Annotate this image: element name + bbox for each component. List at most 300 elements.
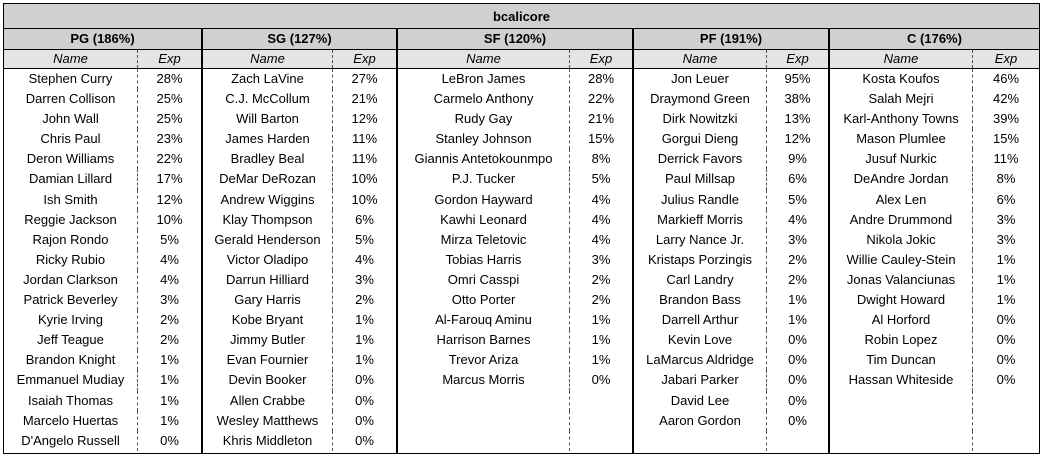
table-row [203,230,396,250]
position-header: SG (127%) [203,29,396,50]
table-row [398,310,632,330]
name-column-header: Name [203,50,333,68]
exposure-cell: 3% [160,292,179,308]
player-rows [634,69,828,453]
table-row [203,250,396,270]
player-name-cell: Trevor Ariza [398,350,570,370]
table-row [203,350,396,370]
player-name-cell: Patrick Beverley [4,290,138,310]
exposure-cell: 5% [788,191,807,207]
exposure-cell: 11% [351,151,378,167]
exp-column-header: Exp [589,51,613,66]
player-name-cell: Dirk Nowitzki [634,109,767,129]
table-row [830,230,1039,250]
exposure-cell: 6% [355,211,374,227]
position-group [203,29,398,453]
exposure-cell: 2% [591,292,611,308]
table-row [398,89,632,109]
player-name-cell: Tim Duncan [830,350,973,370]
table-row [634,169,828,189]
table-row [4,250,201,270]
exposure-cell: 2% [355,292,374,308]
exposure-cell: 0% [788,372,807,388]
exposure-cell: 0% [355,392,374,408]
player-name-cell: Jusuf Nurkic [830,149,973,169]
table-row [203,169,396,189]
exp-column-header: Exp [994,51,1018,66]
table-row [203,109,396,129]
player-name-cell: Harrison Barnes [398,330,570,350]
player-name-cell: Marcelo Huertas [4,411,138,431]
player-name-cell: Victor Oladipo [203,250,333,270]
table-row [830,391,1039,411]
name-column-header: Name [398,50,570,68]
exposure-cell [973,391,1039,411]
exposure-cell: 28% [156,71,183,86]
exposure-cell: 8% [996,171,1016,187]
player-name-cell: Dwight Howard [830,290,973,310]
table-row [830,210,1039,230]
table-row [830,69,1039,89]
player-name-cell: Draymond Green [634,89,767,109]
position-group [634,29,830,453]
table-row [4,370,201,390]
table-row [398,431,632,451]
player-rows [830,69,1039,453]
player-name-cell: Al Horford [830,310,973,330]
player-name-cell: Stephen Curry [4,69,138,89]
exp-column-header: Exp [786,51,809,66]
exposure-cell: 4% [591,191,611,207]
exposure-cell: 10% [351,191,378,207]
exposure-cell: 0% [996,372,1016,388]
player-name-cell: James Harden [203,129,333,149]
player-name-cell: Mason Plumlee [830,129,973,149]
exposure-cell: 1% [996,271,1016,287]
player-name-cell: Ish Smith [4,190,138,210]
player-name-cell: Al-Farouq Aminu [398,310,570,330]
exposure-cell: 0% [788,412,807,428]
table-row [398,169,632,189]
sheet-title: bcalicore [3,3,1040,29]
player-name-cell: Kobe Bryant [203,310,333,330]
table-row [634,190,828,210]
exposure-cell: 6% [788,171,807,187]
player-name-cell: Kawhi Leonard [398,210,570,230]
table-row [4,350,201,370]
exposure-cell: 0% [788,332,807,348]
table-row [4,69,201,89]
table-row [830,330,1039,350]
exposure-cell: 4% [160,251,179,267]
player-name-cell [830,411,973,431]
table-row [398,290,632,310]
exposure-cell: 15% [587,131,615,147]
exposure-cell: 0% [788,352,807,368]
exposure-cell: 4% [160,271,179,287]
table-row [203,210,396,230]
exposure-cell: 5% [355,231,374,247]
player-name-cell: Chris Paul [4,129,138,149]
exposure-cell: 1% [160,392,179,408]
table-row [830,370,1039,390]
name-column-header: Name [4,50,138,68]
table-row [398,230,632,250]
player-name-cell: Deron Williams [4,149,138,169]
position-header: PG (186%) [4,29,201,50]
exposure-sheet [3,3,1040,454]
table-row [830,89,1039,109]
table-row [634,210,828,230]
player-name-cell: Rajon Rondo [4,230,138,250]
position-groups [3,29,1040,454]
column-header-row [203,50,396,69]
exposure-cell: 4% [591,231,611,247]
table-row [398,411,632,431]
table-row [4,270,201,290]
table-row [398,69,632,89]
player-name-cell: Jimmy Butler [203,330,333,350]
exposure-cell: 3% [996,231,1016,247]
player-name-cell: Darrell Arthur [634,310,767,330]
table-row [830,350,1039,370]
player-name-cell: Jon Leuer [634,69,767,89]
exposure-cell: 1% [788,312,807,328]
exposure-cell: 1% [996,251,1016,267]
table-row [4,411,201,431]
exp-column-header: Exp [353,51,376,66]
table-row [398,109,632,129]
table-row [203,190,396,210]
name-column-header: Name [634,50,767,68]
exposure-cell: 1% [160,352,179,368]
player-name-cell: Evan Fournier [203,350,333,370]
player-name-cell: Kevin Love [634,330,767,350]
table-row [634,69,828,89]
table-row [634,270,828,290]
table-row [203,411,396,431]
exposure-cell: 1% [160,412,179,428]
exposure-cell: 3% [996,211,1016,227]
player-name-cell: Kyrie Irving [4,310,138,330]
exposure-cell: 38% [784,91,811,107]
player-rows [398,69,632,453]
player-name-cell: Will Barton [203,109,333,129]
exposure-cell: 1% [788,292,807,308]
table-row [203,330,396,350]
exposure-cell: 11% [351,131,378,147]
player-name-cell [634,431,767,451]
table-row [398,250,632,270]
player-name-cell: Isaiah Thomas [4,391,138,411]
table-row [830,190,1039,210]
table-row [634,109,828,129]
player-name-cell: Hassan Whiteside [830,370,973,390]
exposure-cell: 0% [355,412,374,428]
table-row [4,190,201,210]
exposure-cell: 13% [784,111,811,127]
table-row [830,149,1039,169]
table-row [634,250,828,270]
exposure-cell: 4% [591,211,611,227]
player-name-cell: Marcus Morris [398,370,570,390]
exposure-cell [570,411,632,431]
player-name-cell: Paul Millsap [634,169,767,189]
table-row [4,310,201,330]
exposure-cell: 10% [351,171,378,187]
table-row [634,129,828,149]
position-group [830,29,1039,453]
column-header-row [4,50,201,69]
player-name-cell [398,411,570,431]
player-name-cell: Wesley Matthews [203,411,333,431]
table-row [398,330,632,350]
exposure-cell: 1% [591,312,611,328]
player-name-cell [398,391,570,411]
exposure-cell: 1% [160,372,179,388]
table-row [398,350,632,370]
player-name-cell: LaMarcus Aldridge [634,350,767,370]
exposure-cell: 12% [784,131,811,147]
exposure-cell: 28% [587,71,615,86]
player-name-cell: Darren Collison [4,89,138,109]
player-name-cell: Klay Thompson [203,210,333,230]
player-name-cell: Zach LaVine [203,69,333,89]
table-row [398,190,632,210]
position-header: C (176%) [830,29,1039,50]
player-name-cell: David Lee [634,391,767,411]
exposure-cell [570,391,632,411]
player-name-cell: Jeff Teague [4,330,138,350]
player-name-cell: Devin Booker [203,370,333,390]
table-row [830,270,1039,290]
exposure-cell: 2% [591,271,611,287]
player-name-cell: Nikola Jokic [830,230,973,250]
table-row [4,290,201,310]
exposure-cell: 3% [788,231,807,247]
player-name-cell: Omri Casspi [398,270,570,290]
player-name-cell: Derrick Favors [634,149,767,169]
table-row [4,330,201,350]
exposure-cell: 0% [788,392,807,408]
exposure-cell: 1% [591,352,611,368]
table-row [203,270,396,290]
player-name-cell: Jordan Clarkson [4,270,138,290]
player-name-cell: Giannis Antetokounmpo [398,149,570,169]
exposure-cell: 0% [355,372,374,388]
player-name-cell: Salah Mejri [830,89,973,109]
player-name-cell: Julius Randle [634,190,767,210]
player-name-cell [830,431,973,451]
table-row [830,129,1039,149]
player-name-cell: Ricky Rubio [4,250,138,270]
player-name-cell: Larry Nance Jr. [634,230,767,250]
table-row [4,431,201,451]
exposure-cell [973,431,1039,451]
table-row [4,149,201,169]
exposure-cell: 1% [355,312,374,328]
player-name-cell: Brandon Bass [634,290,767,310]
player-name-cell: Darrun Hilliard [203,270,333,290]
player-name-cell: Alex Len [830,190,973,210]
table-row [398,149,632,169]
table-row [203,290,396,310]
name-column-header: Name [830,50,973,68]
player-name-cell: LeBron James [398,69,570,89]
player-name-cell: Stanley Johnson [398,129,570,149]
exposure-cell: 22% [156,151,183,167]
player-name-cell: Andrew Wiggins [203,190,333,210]
table-row [203,69,396,89]
player-name-cell: Mirza Teletovic [398,230,570,250]
table-row [634,149,828,169]
table-row [830,250,1039,270]
exposure-cell: 6% [996,191,1016,207]
table-row [203,370,396,390]
position-group [398,29,634,453]
table-row [634,350,828,370]
player-name-cell: Kristaps Porzingis [634,250,767,270]
column-header-row [398,50,632,69]
player-name-cell: Tobias Harris [398,250,570,270]
exposure-cell: 0% [355,432,374,448]
exposure-cell: 2% [160,312,179,328]
table-row [203,149,396,169]
table-row [830,290,1039,310]
player-name-cell: Rudy Gay [398,109,570,129]
position-group [4,29,203,453]
exposure-cell: 95% [784,71,811,86]
player-name-cell: Kosta Koufos [830,69,973,89]
player-name-cell: Brandon Knight [4,350,138,370]
player-name-cell: Khris Middleton [203,431,333,451]
table-row [398,391,632,411]
player-rows [203,69,396,453]
column-header-row [830,50,1039,69]
player-name-cell: P.J. Tucker [398,169,570,189]
player-rows [4,69,201,453]
table-row [398,270,632,290]
player-name-cell: Carl Landry [634,270,767,290]
exposure-cell: 25% [156,91,183,107]
exposure-cell: 12% [351,111,378,127]
exposure-cell: 2% [788,251,807,267]
exposure-cell: 0% [996,312,1016,328]
player-name-cell: Andre Drummond [830,210,973,230]
exposure-cell: 21% [587,111,615,127]
player-name-cell: Carmelo Anthony [398,89,570,109]
table-row [203,310,396,330]
exposure-cell: 1% [996,292,1016,308]
player-name-cell: D'Angelo Russell [4,431,138,451]
player-name-cell: Gorgui Dieng [634,129,767,149]
exposure-cell [973,411,1039,431]
exposure-cell: 9% [788,151,807,167]
table-row [634,370,828,390]
table-row [203,89,396,109]
table-row [634,89,828,109]
table-row [4,391,201,411]
player-name-cell [398,431,570,451]
exposure-cell: 5% [160,231,179,247]
exposure-cell: 39% [992,111,1020,127]
table-row [4,129,201,149]
player-name-cell: Otto Porter [398,290,570,310]
table-row [4,89,201,109]
exposure-cell: 1% [355,332,374,348]
exposure-cell: 10% [156,211,183,227]
exposure-cell: 46% [992,71,1020,86]
exposure-cell: 4% [355,251,374,267]
table-row [634,391,828,411]
exposure-cell: 25% [156,111,183,127]
exposure-cell [767,431,828,451]
table-row [634,290,828,310]
player-name-cell: Jonas Valanciunas [830,270,973,290]
table-row [203,391,396,411]
exposure-cell: 11% [993,151,1019,167]
exposure-cell: 0% [591,372,611,388]
player-name-cell: Emmanuel Mudiay [4,370,138,390]
column-header-row [634,50,828,69]
exposure-cell: 2% [160,332,179,348]
player-name-cell: Reggie Jackson [4,210,138,230]
table-row [830,169,1039,189]
exposure-cell: 0% [996,332,1016,348]
exposure-cell: 27% [351,71,378,86]
exposure-cell: 21% [351,91,378,107]
table-row [634,310,828,330]
exposure-cell: 23% [156,131,183,147]
exposure-cell: 17% [156,171,183,187]
table-row [830,411,1039,431]
exposure-cell: 12% [156,191,183,207]
exp-column-header: Exp [158,51,181,66]
table-row [398,370,632,390]
table-row [203,431,396,451]
table-row [830,109,1039,129]
table-row [634,431,828,451]
exposure-cell: 4% [788,211,807,227]
exposure-cell: 15% [992,131,1020,147]
player-name-cell: John Wall [4,109,138,129]
exposure-cell: 22% [587,91,615,107]
exposure-cell: 8% [591,151,611,167]
table-row [634,411,828,431]
table-row [830,431,1039,451]
position-header: PF (191%) [634,29,828,50]
player-name-cell: DeAndre Jordan [830,169,973,189]
exposure-cell [570,431,632,451]
exposure-cell: 2% [788,271,807,287]
player-name-cell: Aaron Gordon [634,411,767,431]
player-name-cell: Willie Cauley-Stein [830,250,973,270]
player-name-cell: DeMar DeRozan [203,169,333,189]
player-name-cell: Gordon Hayward [398,190,570,210]
player-name-cell: Robin Lopez [830,330,973,350]
table-row [634,330,828,350]
player-name-cell: Gary Harris [203,290,333,310]
table-row [4,109,201,129]
table-row [398,210,632,230]
player-name-cell: Bradley Beal [203,149,333,169]
exposure-cell: 3% [591,251,611,267]
exposure-cell: 3% [355,271,374,287]
exposure-cell: 1% [591,332,611,348]
table-row [203,129,396,149]
player-name-cell: Markieff Morris [634,210,767,230]
table-row [4,169,201,189]
